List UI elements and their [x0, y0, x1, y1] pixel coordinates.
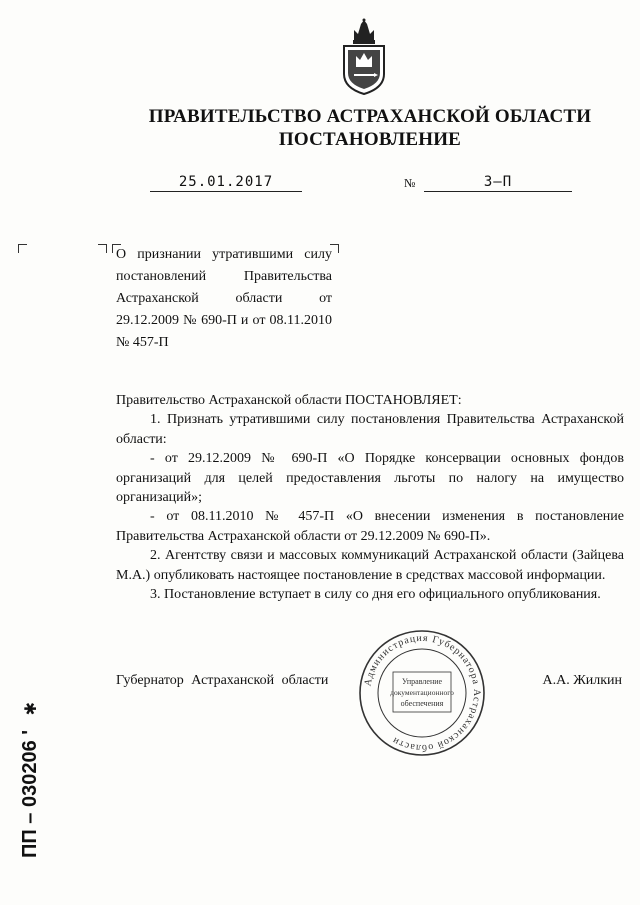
svg-text:ПП – 030206 ': ПП – 030206 '	[19, 729, 41, 858]
body-lead: Правительство Астраханской области ПОСТАНОВЛЯЕТ:	[116, 393, 462, 408]
signer-position: Губернатор Астраханской области	[116, 673, 329, 688]
body-paragraph-2: 2. Агентству связи и массовых коммуникаций Астраханской области (Зайцева М.А.) опубликовать настоящее постановление в средствах массовой информации.	[116, 548, 624, 583]
svg-text:Управление: Управление	[401, 677, 443, 686]
number-label: №	[404, 176, 416, 190]
document-header-government: ПРАВИТЕЛЬСТВО АСТРАХАНСКОЙ ОБЛАСТИ	[148, 106, 592, 127]
svg-text:Администрация Губернатора Астр: Администрация Губернатора Астраханской области	[362, 632, 483, 754]
body-paragraph-3: 3. Постановление вступает в силу со дня его официального опубликования.	[150, 587, 601, 602]
body-paragraph-1b: - от 08.11.2010 № 457-П «О внесении изменения в постановление Правительства Астраханской области от 29.12.2009 № 690-П».	[116, 509, 624, 544]
body-paragraph-1: 1. Признать утратившими силу постановления Правительства Астраханской области:	[116, 412, 624, 447]
svg-text:✱: ✱	[21, 702, 40, 716]
document-number: 3–П	[424, 174, 572, 192]
coat-of-arms-emblem	[336, 18, 392, 96]
document-serial-number	[6, 690, 46, 860]
document-header-type: ПОСТАНОВЛЕНИЕ	[278, 129, 462, 150]
subject-corner-mark-left-top	[98, 244, 107, 253]
svg-text:документационного: документационного	[390, 688, 454, 697]
document-date: 25.01.2017	[150, 174, 302, 192]
signer-name: А.А. Жилкин	[542, 673, 622, 688]
margin-corner-mark	[18, 244, 27, 253]
document-subject: О признании утратившими силу постановлений Правительства Астраханской области от 29.12.2009 № 690-П и от 08.11.2010 № 457-П	[116, 247, 332, 350]
svg-text:обеспечения: обеспечения	[400, 699, 444, 708]
official-stamp	[357, 628, 487, 758]
body-paragraph-1a: - от 29.12.2009 № 690-П «О Порядке консервации основных фондов организаций для целей предоставления льготы по налогу на имущество организаций»;	[116, 451, 624, 505]
